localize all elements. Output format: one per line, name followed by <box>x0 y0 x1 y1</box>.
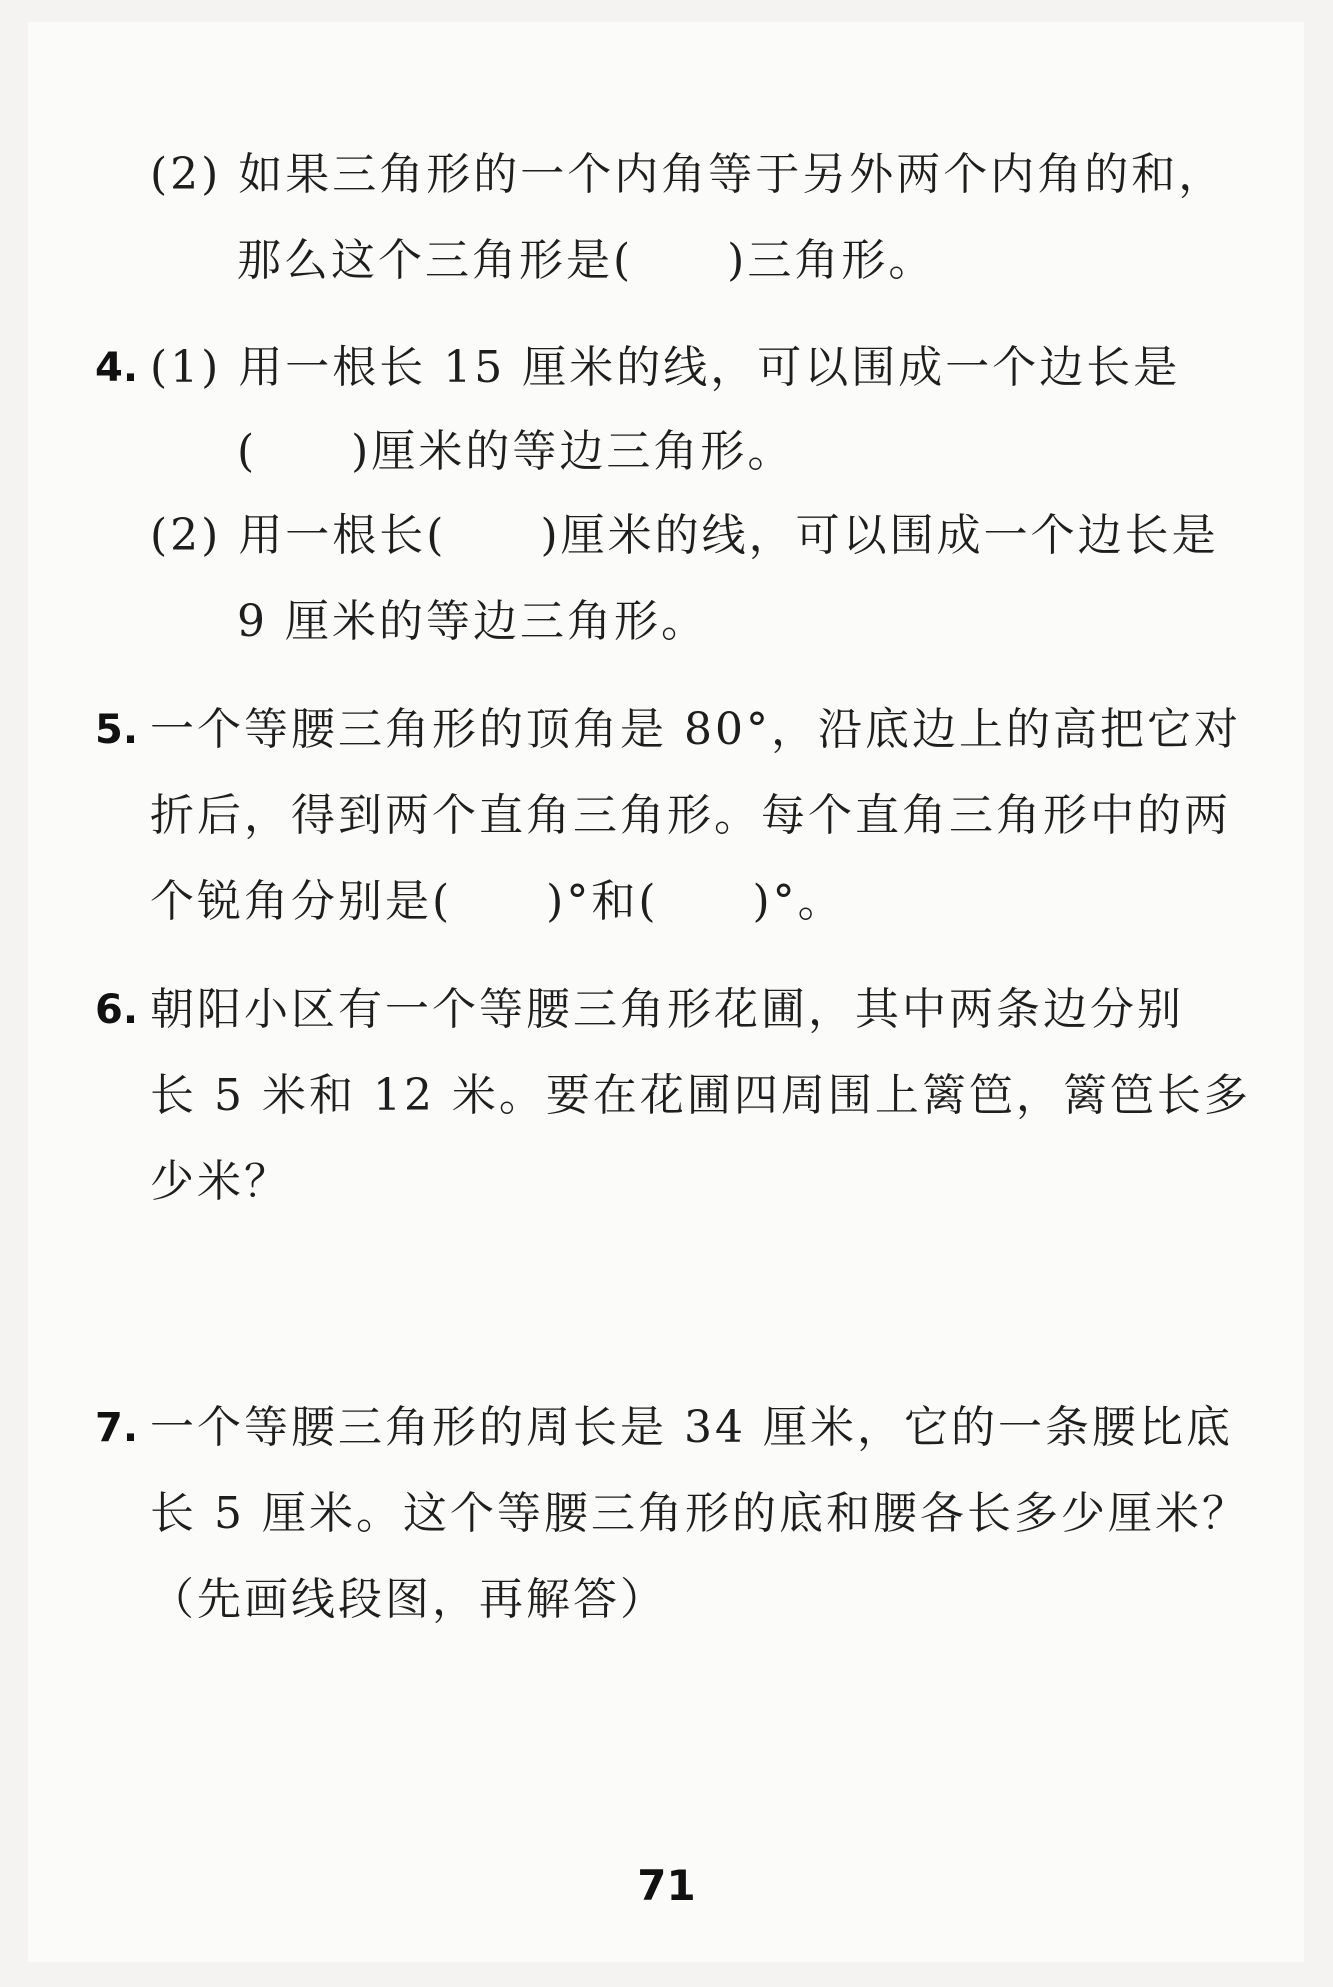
problem-4-number: 4. <box>95 345 139 391</box>
problem-5-line-1: 一个等腰三角形的顶角是 80°，沿底边上的高把它对 <box>150 704 1241 755</box>
problem-6-line-3: 少米？ <box>150 1156 291 1207</box>
problem-4-part-2-line-2: 9 厘米的等边三角形。 <box>237 596 708 647</box>
problem-3-part-2-line-1: (2) 如果三角形的一个内角等于另外两个内角的和， <box>150 149 1226 200</box>
problem-6-line-2: 长 5 米和 12 米。要在花圃四周围上篱笆，篱笆长多 <box>150 1070 1251 1121</box>
problem-7-number: 7. <box>95 1405 139 1451</box>
problem-7-line-1: 一个等腰三角形的周长是 34 厘米，它的一条腰比底 <box>150 1402 1233 1453</box>
page-number: 71 <box>637 1861 696 1910</box>
problem-4-part-1-line-2: ( )厘米的等边三角形。 <box>237 426 795 477</box>
problem-5-line-3: 个锐角分别是( )°和( )°。 <box>150 876 845 927</box>
problem-3-part-2-line-2: 那么这个三角形是( )三角形。 <box>237 235 936 286</box>
problem-6-number: 6. <box>95 987 139 1033</box>
problem-4-part-1-line-1: (1) 用一根长 15 厘米的线，可以围成一个边长是 <box>150 342 1181 393</box>
problem-5-number: 5. <box>95 707 139 753</box>
problem-7-line-2: 长 5 厘米。这个等腰三角形的底和腰各长多少厘米？ <box>150 1488 1249 1539</box>
problem-5-line-2: 折后，得到两个直角三角形。每个直角三角形中的两 <box>150 790 1231 841</box>
problem-7-line-3: （先画线段图，再解答） <box>150 1574 667 1625</box>
problem-6-line-1: 朝阳小区有一个等腰三角形花圃，其中两条边分别 <box>150 984 1184 1035</box>
problem-4-part-2-line-1: (2) 用一根长( )厘米的线，可以围成一个边长是 <box>150 510 1219 561</box>
